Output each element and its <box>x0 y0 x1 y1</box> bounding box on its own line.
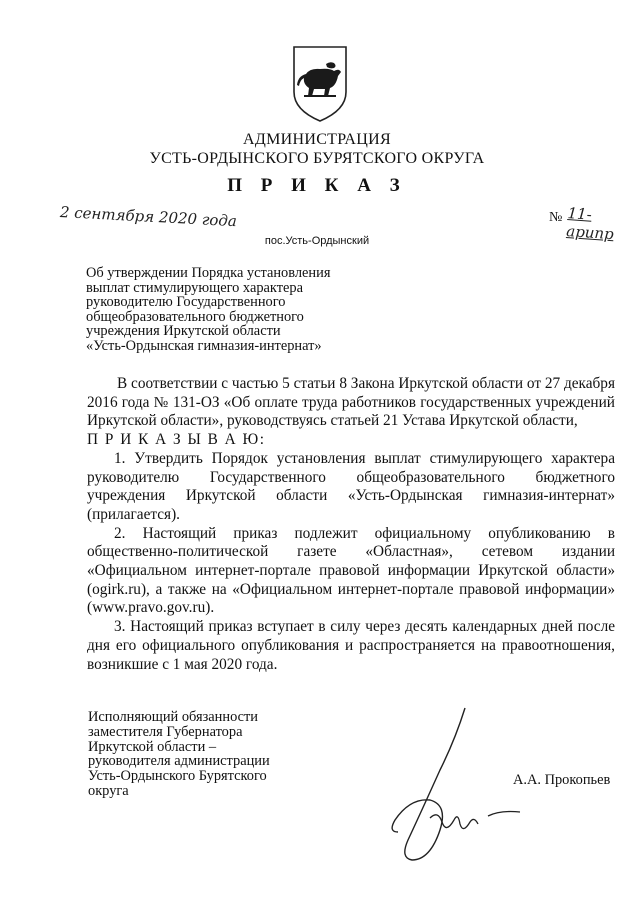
position-line: Иркутской области – <box>88 738 217 755</box>
position-line: Исполняющий обязанности <box>88 709 259 725</box>
subject-line: общеобразовательного бюджетного <box>86 308 304 325</box>
position-line: округа <box>88 782 129 799</box>
subject-line: учреждения Иркутской области <box>86 323 281 340</box>
document-type-title: П Р И К А З <box>227 175 407 196</box>
order-item-2: 2. Настоящий приказ подлежит официальному опубликованию в общественно-политической газете «Областная», сетевом издании «Официальном интернет-портале правовой информации Иркутской области» (ogirk.ru), а также на «Официальном интернет-портале правовой информации» (www.pravo.gov.ru). <box>87 524 615 617</box>
order-item-1: 1. Утвердить Порядок установления выплат стимулирующего характера руководителю Государственного общеобразовательного бюджетного учреждения Иркутской области «Усть-Ордынская гимназия-интернат» (прилагается). <box>87 449 615 523</box>
position-line: заместителя Губернатора <box>88 723 243 740</box>
subject-line: руководителю Государственного <box>86 294 286 311</box>
order-subject <box>86 266 386 354</box>
handwritten-signature <box>360 700 530 880</box>
signatory-position <box>88 710 348 799</box>
position-line: руководителя администрации <box>88 753 270 770</box>
position-line: Усть-Ордынского Бурятского <box>88 768 267 785</box>
order-word: П Р И К А З Ы В А Ю: <box>87 431 266 449</box>
subject-line: «Усть-Ордынская гимназия-интернат» <box>86 337 322 354</box>
org-name-line-2: УСТЬ-ОРДЫНСКОГО БУРЯТСКОГО ОКРУГА <box>149 150 485 167</box>
subject-line: выплат стимулирующего характера <box>86 279 303 296</box>
order-item-3: 3. Настоящий приказ вступает в силу через десять календарных дней после дня его официального опубликования и распространяется на правоотношения, возникшие с 1 мая 2020 года. <box>87 618 615 673</box>
number-label: № <box>549 210 563 225</box>
subject-line: Об утверждении Порядка установления <box>86 265 331 281</box>
place-of-issue: пос.Усть-Ордынский <box>264 235 370 247</box>
coat-of-arms-icon <box>290 44 350 124</box>
signatory-name: А.А. Прокопьев <box>513 772 611 788</box>
order-body <box>87 375 615 674</box>
handwritten-number: 11-арипр <box>565 204 615 244</box>
handwritten-date: 2 сентября 2020 года <box>59 203 238 231</box>
org-name-line-1: АДМИНИСТРАЦИЯ <box>243 131 391 148</box>
preamble-paragraph: В соответствии с частью 5 статьи 8 Закона Иркутской области от 27 декабря 2016 года № 131-ОЗ «Об оплате труда работников государственных учреждений Иркутской области», руководствуясь статьей 21 Устава Иркутской области, <box>87 375 615 430</box>
